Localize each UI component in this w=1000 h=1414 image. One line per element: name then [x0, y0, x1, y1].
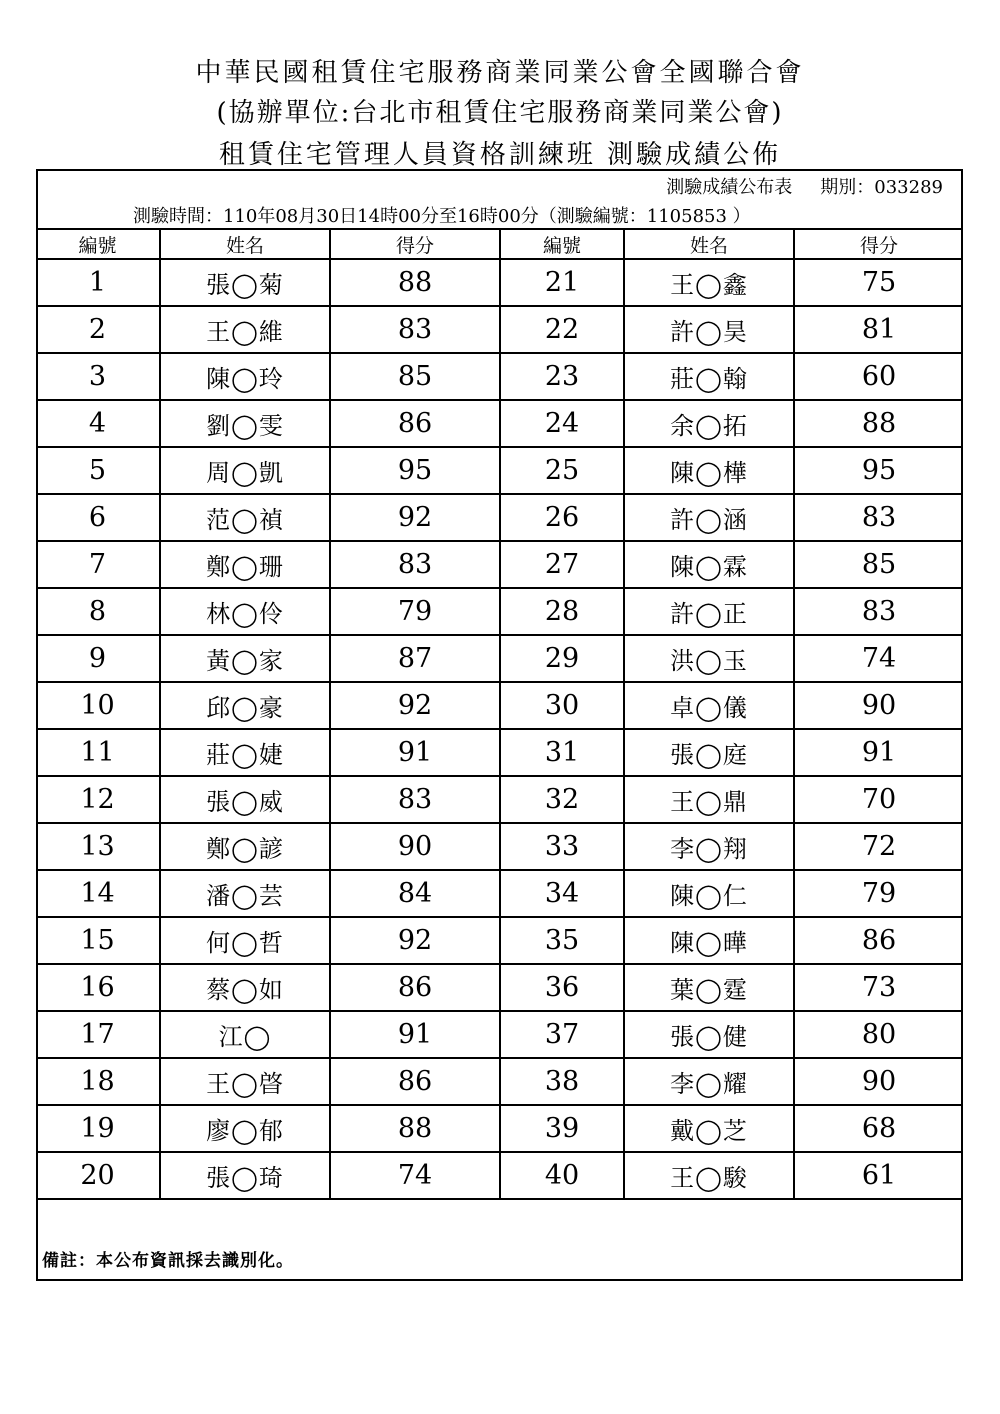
entry-score: 85	[330, 353, 500, 400]
document-title: 中華民國租賃住宅服務商業同業公會全國聯合會	[195, 58, 805, 88]
table-name: 測驗成績公布表	[666, 177, 793, 198]
entry-number: 16	[36, 964, 160, 1011]
entry-number: 5	[36, 447, 160, 494]
entry-score: 74	[330, 1152, 500, 1199]
entry-score: 86	[330, 400, 500, 447]
table-row	[36, 870, 963, 917]
entry-number: 32	[500, 776, 624, 823]
table-row	[36, 682, 963, 729]
entry-number: 19	[36, 1105, 160, 1152]
entry-number: 24	[500, 400, 624, 447]
entry-name: 葉◯霆	[624, 964, 794, 1011]
column-header-score: 得分	[330, 229, 500, 259]
entry-number: 18	[36, 1058, 160, 1105]
entry-score: 92	[330, 494, 500, 541]
entry-score: 72	[794, 823, 963, 870]
entry-number: 8	[36, 588, 160, 635]
entry-name: 王◯維	[160, 306, 330, 353]
entry-score: 80	[794, 1011, 963, 1058]
table-row	[36, 776, 963, 823]
entry-score: 95	[330, 447, 500, 494]
entry-number: 12	[36, 776, 160, 823]
entry-number: 26	[500, 494, 624, 541]
table-row	[36, 964, 963, 1011]
entry-score: 83	[794, 494, 963, 541]
entry-name: 鄭◯珊	[160, 541, 330, 588]
entry-number: 22	[500, 306, 624, 353]
entry-number: 27	[500, 541, 624, 588]
entry-name: 范◯禎	[160, 494, 330, 541]
entry-number: 14	[36, 870, 160, 917]
table-row	[36, 447, 963, 494]
entry-number: 20	[36, 1152, 160, 1199]
entry-score: 79	[794, 870, 963, 917]
table-row	[36, 1058, 963, 1105]
entry-score: 83	[330, 306, 500, 353]
entry-number: 40	[500, 1152, 624, 1199]
entry-score: 81	[794, 306, 963, 353]
entry-name: 劉◯雯	[160, 400, 330, 447]
entry-number: 13	[36, 823, 160, 870]
entry-name: 廖◯郁	[160, 1105, 330, 1152]
entry-name: 江◯	[160, 1011, 330, 1058]
entry-number: 36	[500, 964, 624, 1011]
entry-number: 4	[36, 400, 160, 447]
score-sheet-frame	[36, 169, 963, 1281]
entry-number: 29	[500, 635, 624, 682]
entry-name: 張◯健	[624, 1011, 794, 1058]
entry-number: 34	[500, 870, 624, 917]
column-header-number: 編號	[500, 229, 624, 259]
table-row	[36, 259, 963, 306]
entry-number: 9	[36, 635, 160, 682]
entry-score: 86	[330, 964, 500, 1011]
entry-number: 23	[500, 353, 624, 400]
entry-number: 15	[36, 917, 160, 964]
entry-score: 86	[794, 917, 963, 964]
entry-score: 95	[794, 447, 963, 494]
entry-score: 83	[794, 588, 963, 635]
entry-number: 2	[36, 306, 160, 353]
entry-score: 73	[794, 964, 963, 1011]
table-header-row	[36, 229, 963, 259]
footnote: 備註：本公布資訊採去識別化。	[42, 1251, 294, 1271]
co-organizer-line: (協辦單位:台北市租賃住宅服務商業同業公會)	[216, 98, 784, 128]
entry-score: 68	[794, 1105, 963, 1152]
entry-number: 31	[500, 729, 624, 776]
table-row	[36, 588, 963, 635]
entry-score: 84	[330, 870, 500, 917]
entry-name: 黃◯家	[160, 635, 330, 682]
entry-name: 莊◯翰	[624, 353, 794, 400]
column-header-name: 姓名	[160, 229, 330, 259]
entry-name: 周◯凱	[160, 447, 330, 494]
entry-score: 91	[330, 729, 500, 776]
entry-score: 90	[794, 682, 963, 729]
table-row	[36, 541, 963, 588]
table-row	[36, 353, 963, 400]
score-table	[36, 228, 963, 1200]
entry-score: 88	[330, 259, 500, 306]
entry-name: 張◯庭	[624, 729, 794, 776]
table-row	[36, 1105, 963, 1152]
entry-name: 許◯涵	[624, 494, 794, 541]
entry-score: 92	[330, 682, 500, 729]
entry-number: 1	[36, 259, 160, 306]
entry-name: 陳◯仁	[624, 870, 794, 917]
entry-name: 張◯菊	[160, 259, 330, 306]
entry-score: 83	[330, 541, 500, 588]
entry-name: 戴◯芝	[624, 1105, 794, 1152]
column-header-score: 得分	[794, 229, 963, 259]
entry-name: 王◯晵	[160, 1058, 330, 1105]
entry-name: 陳◯曄	[624, 917, 794, 964]
table-row	[36, 917, 963, 964]
entry-score: 61	[794, 1152, 963, 1199]
entry-name: 林◯伶	[160, 588, 330, 635]
entry-name: 李◯翔	[624, 823, 794, 870]
column-header-name: 姓名	[624, 229, 794, 259]
entry-name: 李◯耀	[624, 1058, 794, 1105]
entry-name: 蔡◯如	[160, 964, 330, 1011]
entry-score: 88	[330, 1105, 500, 1152]
entry-name: 許◯昊	[624, 306, 794, 353]
entry-name: 陳◯樺	[624, 447, 794, 494]
period-label: 期別：033289	[820, 177, 943, 198]
table-row	[36, 1152, 963, 1199]
entry-number: 3	[36, 353, 160, 400]
table-row	[36, 729, 963, 776]
table-row	[36, 635, 963, 682]
entry-number: 35	[500, 917, 624, 964]
entry-score: 88	[794, 400, 963, 447]
entry-number: 39	[500, 1105, 624, 1152]
entry-name: 王◯鑫	[624, 259, 794, 306]
entry-name: 卓◯儀	[624, 682, 794, 729]
table-row	[36, 823, 963, 870]
entry-name: 何◯哲	[160, 917, 330, 964]
entry-score: 87	[330, 635, 500, 682]
entry-name: 余◯拓	[624, 400, 794, 447]
sheet-info-line	[666, 173, 943, 199]
entry-score: 83	[330, 776, 500, 823]
entry-name: 陳◯霖	[624, 541, 794, 588]
entry-name: 洪◯玉	[624, 635, 794, 682]
entry-number: 21	[500, 259, 624, 306]
entry-score: 92	[330, 917, 500, 964]
exam-time-line: 測驗時間：110年08月30日14時00分至16時00分（測驗編號：1105853 ）	[133, 206, 751, 227]
entry-score: 86	[330, 1058, 500, 1105]
table-row	[36, 306, 963, 353]
table-row	[36, 494, 963, 541]
column-header-number: 編號	[36, 229, 160, 259]
entry-number: 38	[500, 1058, 624, 1105]
entry-score: 79	[330, 588, 500, 635]
entry-name: 潘◯芸	[160, 870, 330, 917]
score-table-body	[36, 259, 963, 1199]
entry-number: 28	[500, 588, 624, 635]
table-row	[36, 400, 963, 447]
entry-name: 陳◯玲	[160, 353, 330, 400]
entry-name: 張◯威	[160, 776, 330, 823]
class-title: 租賃住宅管理人員資格訓練班 測驗成績公佈	[218, 140, 782, 170]
entry-score: 60	[794, 353, 963, 400]
entry-name: 邱◯豪	[160, 682, 330, 729]
entry-number: 17	[36, 1011, 160, 1058]
entry-number: 30	[500, 682, 624, 729]
table-row	[36, 1011, 963, 1058]
entry-score: 90	[330, 823, 500, 870]
entry-name: 莊◯婕	[160, 729, 330, 776]
entry-number: 11	[36, 729, 160, 776]
entry-score: 70	[794, 776, 963, 823]
entry-number: 10	[36, 682, 160, 729]
entry-name: 許◯正	[624, 588, 794, 635]
entry-name: 王◯駿	[624, 1152, 794, 1199]
entry-score: 91	[794, 729, 963, 776]
entry-number: 7	[36, 541, 160, 588]
entry-score: 85	[794, 541, 963, 588]
entry-name: 鄭◯諺	[160, 823, 330, 870]
entry-score: 91	[330, 1011, 500, 1058]
entry-name: 張◯琦	[160, 1152, 330, 1199]
entry-number: 33	[500, 823, 624, 870]
entry-number: 6	[36, 494, 160, 541]
entry-number: 37	[500, 1011, 624, 1058]
entry-number: 25	[500, 447, 624, 494]
entry-name: 王◯鼎	[624, 776, 794, 823]
entry-score: 74	[794, 635, 963, 682]
entry-score: 75	[794, 259, 963, 306]
entry-score: 90	[794, 1058, 963, 1105]
